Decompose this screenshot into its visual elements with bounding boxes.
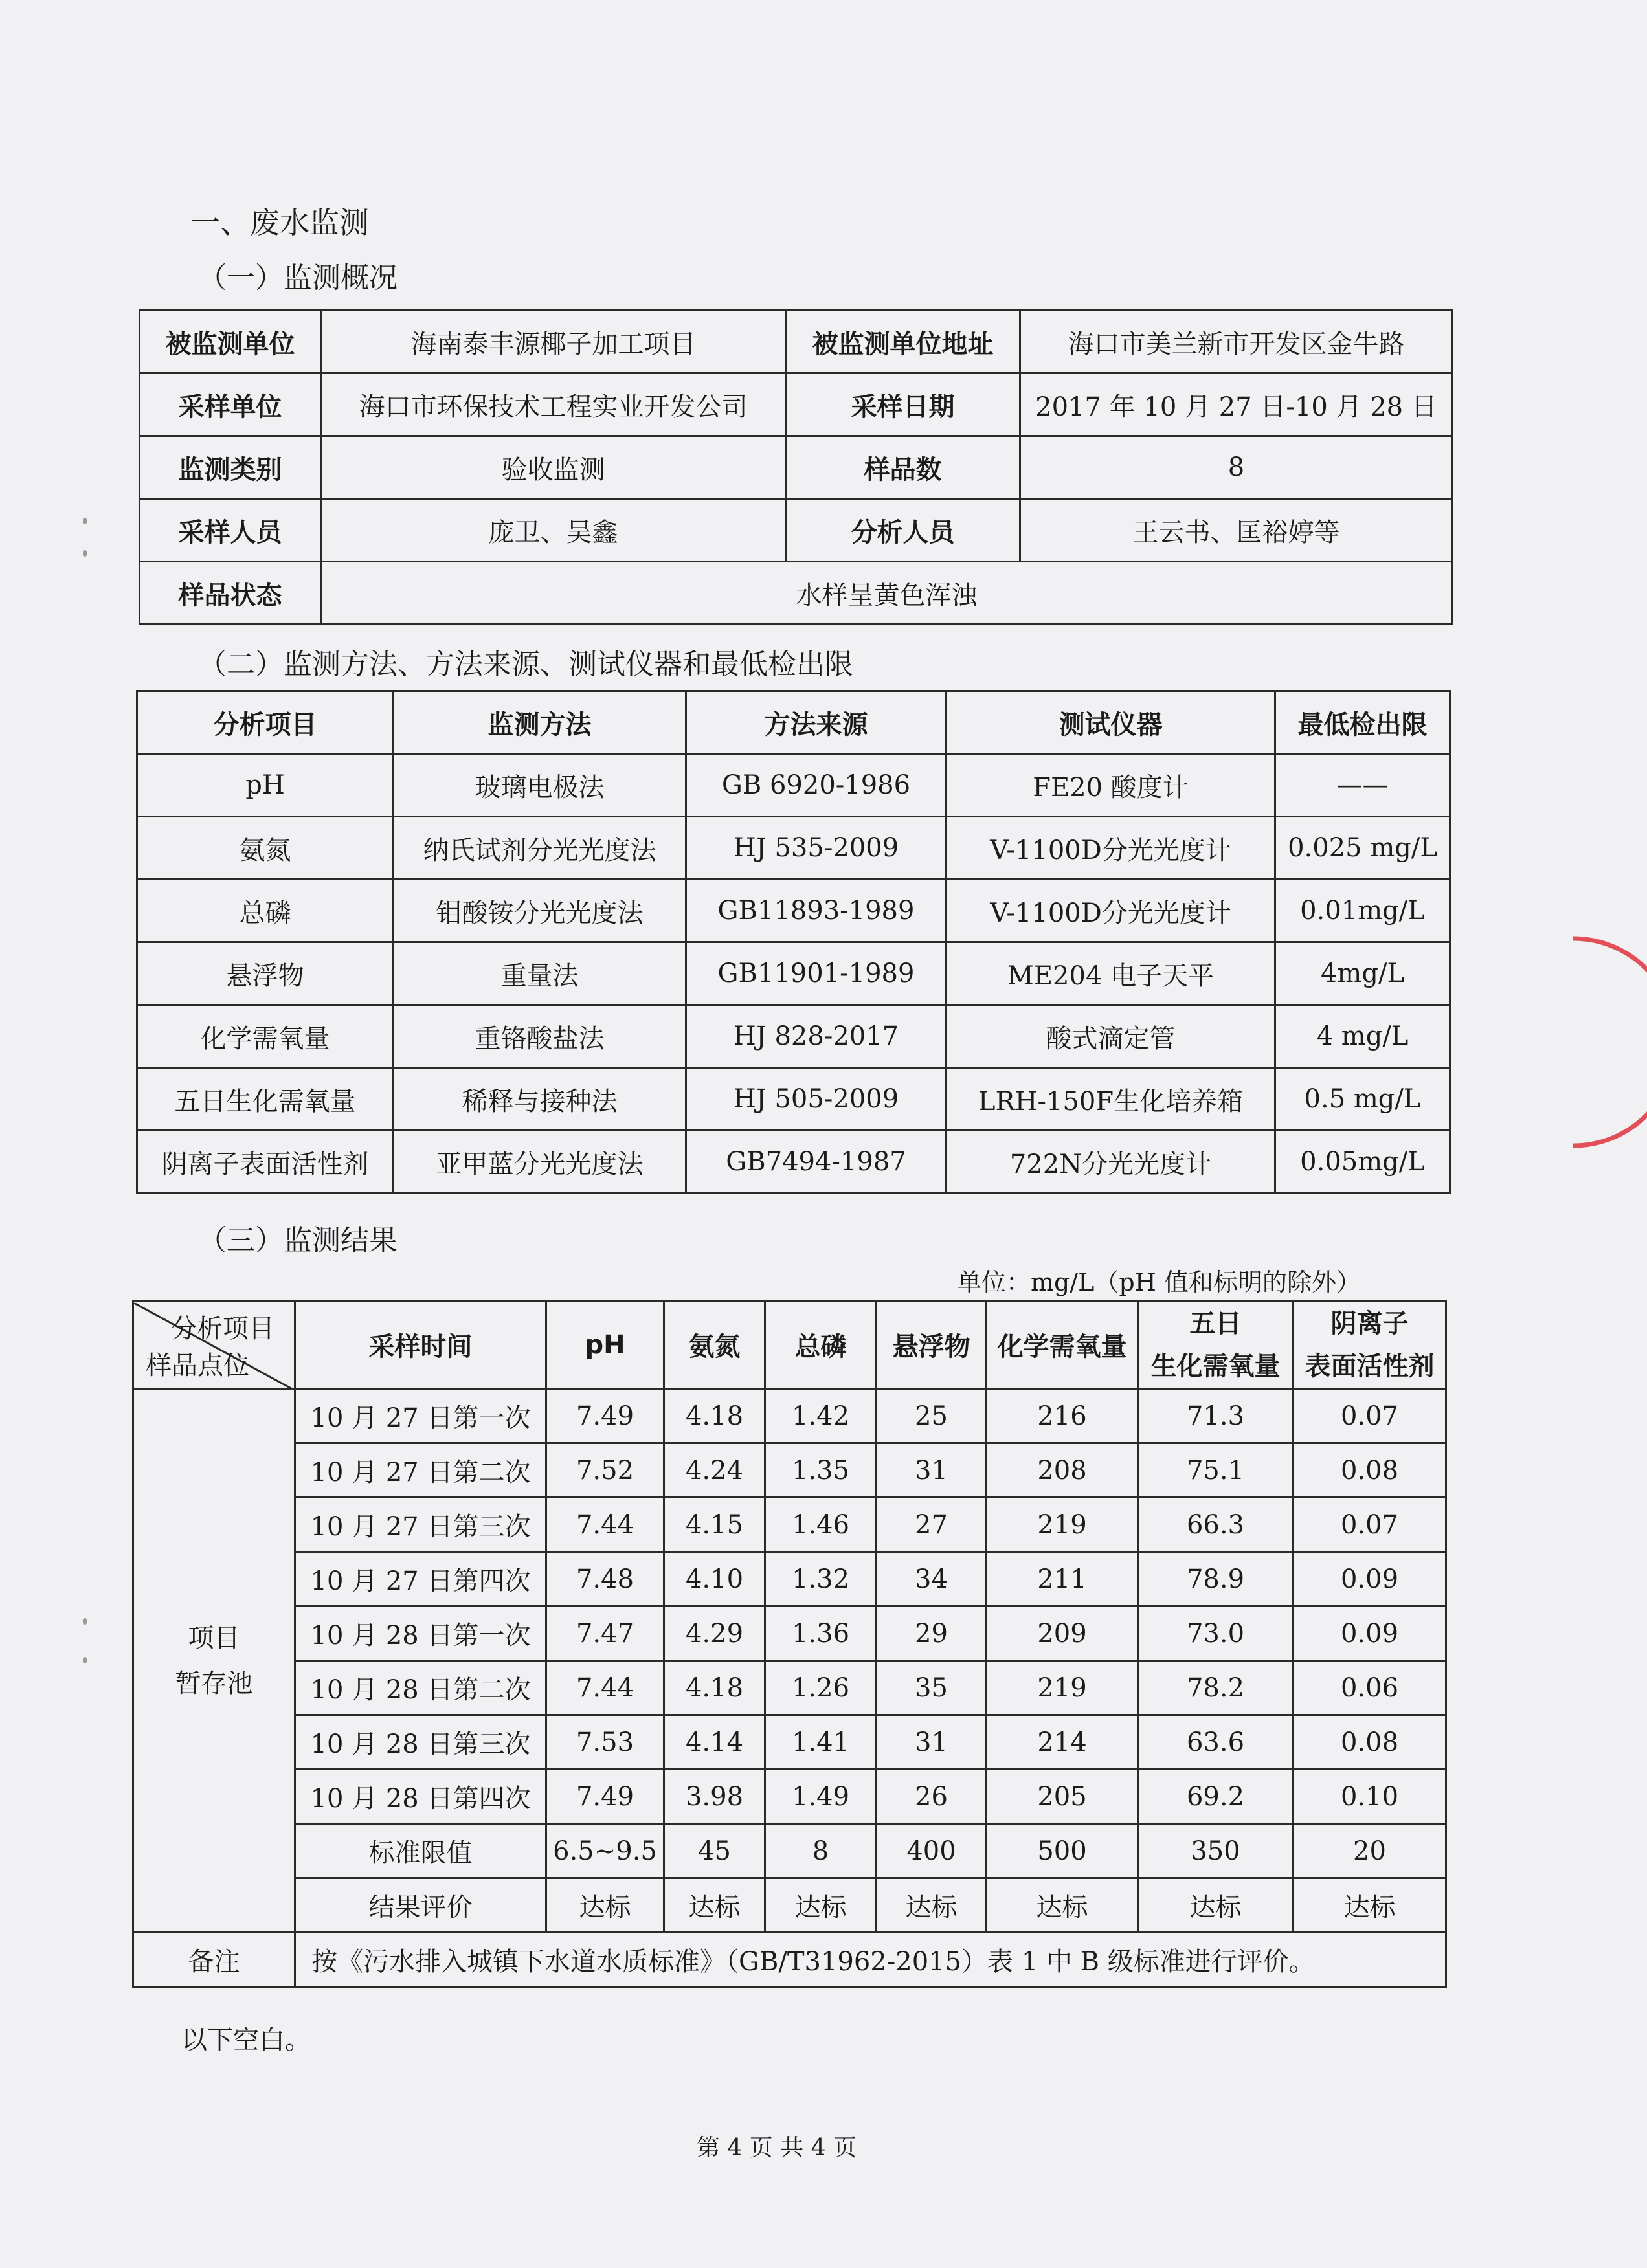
header-line: 表面活性剂 xyxy=(1305,1351,1435,1381)
result-cell: 78.9 xyxy=(1138,1552,1294,1606)
method-cell: 总磷 xyxy=(137,880,394,942)
table-row xyxy=(133,1443,1446,1498)
method-cell: 化学需氧量 xyxy=(137,1005,394,1068)
overview-label: 被监测单位 xyxy=(140,311,321,373)
result-cell: 1.42 xyxy=(765,1389,877,1443)
method-cell: 悬浮物 xyxy=(137,942,394,1005)
result-header: 氨氮 xyxy=(664,1301,765,1389)
method-cell: HJ 535-2009 xyxy=(686,817,947,880)
result-cell: 214 xyxy=(987,1715,1138,1770)
method-cell: 酸式滴定管 xyxy=(947,1005,1275,1068)
method-header: 最低检出限 xyxy=(1275,691,1450,754)
result-cell: 7.47 xyxy=(546,1606,664,1661)
result-cell: 10 月 27 日第四次 xyxy=(295,1552,546,1606)
result-header xyxy=(1294,1301,1446,1389)
result-cell: 标准限值 xyxy=(295,1824,546,1878)
table-row xyxy=(133,1770,1446,1824)
method-cell: HJ 828-2017 xyxy=(686,1005,947,1068)
result-cell: 29 xyxy=(877,1606,987,1661)
result-cell: 45 xyxy=(664,1824,765,1878)
location-cell xyxy=(133,1389,295,1933)
result-cell: 219 xyxy=(987,1661,1138,1715)
method-cell: 五日生化需氧量 xyxy=(137,1068,394,1131)
result-cell: 27 xyxy=(877,1498,987,1552)
overview-value: 庞卫、吴鑫 xyxy=(321,499,786,562)
method-cell: 玻璃电极法 xyxy=(394,754,686,817)
results-table xyxy=(132,1300,1447,1988)
result-cell: 75.1 xyxy=(1138,1443,1294,1498)
result-header: pH xyxy=(546,1301,664,1389)
method-header: 测试仪器 xyxy=(947,691,1275,754)
table-row xyxy=(133,1389,1446,1443)
table-row xyxy=(133,1552,1446,1606)
table-row xyxy=(133,1498,1446,1552)
method-header: 方法来源 xyxy=(686,691,947,754)
result-header xyxy=(1138,1301,1294,1389)
method-cell: 0.05mg/L xyxy=(1275,1131,1450,1194)
overview-value: 海口市环保技术工程实业开发公司 xyxy=(321,373,786,436)
header-line: 五日 xyxy=(1189,1308,1242,1339)
result-cell: 3.98 xyxy=(664,1770,765,1824)
overview-label: 监测类别 xyxy=(140,436,321,499)
result-cell: 7.44 xyxy=(546,1661,664,1715)
method-cell: ME204 电子天平 xyxy=(947,942,1275,1005)
result-cell: 219 xyxy=(987,1498,1138,1552)
result-cell: 10 月 28 日第四次 xyxy=(295,1770,546,1824)
table-row xyxy=(133,1824,1446,1878)
result-cell: 10 月 28 日第三次 xyxy=(295,1715,546,1770)
result-cell: 0.07 xyxy=(1294,1389,1446,1443)
method-cell: 0.025 mg/L xyxy=(1275,817,1450,880)
result-cell: 0.09 xyxy=(1294,1552,1446,1606)
table-row xyxy=(137,880,1450,942)
remark-text: 按《污水排入城镇下水道水质标准》（GB/T31962-2015）表 1 中 B 级标准进行评价。 xyxy=(295,1933,1446,1987)
section-heading: 一、废水监测 xyxy=(190,205,369,240)
method-cell: 氨氮 xyxy=(137,817,394,880)
result-cell: 26 xyxy=(877,1770,987,1824)
method-cell: 阴离子表面活性剂 xyxy=(137,1131,394,1194)
overview-table xyxy=(139,309,1453,625)
method-cell: 4 mg/L xyxy=(1275,1005,1450,1068)
method-cell: 重量法 xyxy=(394,942,686,1005)
result-cell: 1.49 xyxy=(765,1770,877,1824)
result-cell: 7.48 xyxy=(546,1552,664,1606)
location-line: 项目 xyxy=(188,1623,240,1653)
overview-value: 2017 年 10 月 27 日-10 月 28 日 xyxy=(1020,373,1453,436)
result-cell: 4.14 xyxy=(664,1715,765,1770)
result-cell: 66.3 xyxy=(1138,1498,1294,1552)
result-cell: 1.35 xyxy=(765,1443,877,1498)
result-cell: 4.10 xyxy=(664,1552,765,1606)
overview-value: 海南泰丰源椰子加工项目 xyxy=(321,311,786,373)
unit-note: 单位：mg/L（pH 值和标明的除外） xyxy=(957,1268,1361,1296)
result-cell: 10 月 28 日第二次 xyxy=(295,1661,546,1715)
table-row xyxy=(133,1715,1446,1770)
table-row xyxy=(137,1131,1450,1194)
result-cell: 7.44 xyxy=(546,1498,664,1552)
result-cell: 4.18 xyxy=(664,1661,765,1715)
result-header: 悬浮物 xyxy=(877,1301,987,1389)
result-cell: 7.49 xyxy=(546,1770,664,1824)
result-cell: 4.18 xyxy=(664,1389,765,1443)
method-cell: V-1100D分光光度计 xyxy=(947,880,1275,942)
result-cell: 7.49 xyxy=(546,1389,664,1443)
overview-value: 验收监测 xyxy=(321,436,786,499)
result-cell: 10 月 28 日第一次 xyxy=(295,1606,546,1661)
method-cell: 0.5 mg/L xyxy=(1275,1068,1450,1131)
result-cell: 7.53 xyxy=(546,1715,664,1770)
scan-speck xyxy=(83,550,87,557)
result-cell: 71.3 xyxy=(1138,1389,1294,1443)
method-header: 监测方法 xyxy=(394,691,686,754)
method-header: 分析项目 xyxy=(137,691,394,754)
diagonal-header xyxy=(133,1301,295,1389)
result-cell: 达标 xyxy=(1294,1878,1446,1933)
overview-label: 分析人员 xyxy=(786,499,1020,562)
header-line: 生化需氧量 xyxy=(1150,1351,1281,1381)
method-cell: 亚甲蓝分光光度法 xyxy=(394,1131,686,1194)
result-cell: 10 月 27 日第三次 xyxy=(295,1498,546,1552)
result-cell: 10 月 27 日第一次 xyxy=(295,1389,546,1443)
table-row xyxy=(137,942,1450,1005)
result-cell: 达标 xyxy=(1138,1878,1294,1933)
method-cell: 钼酸铵分光光度法 xyxy=(394,880,686,942)
result-header: 采样时间 xyxy=(295,1301,546,1389)
overview-value: 8 xyxy=(1020,436,1453,499)
method-cell: 722N分光光度计 xyxy=(947,1131,1275,1194)
scan-speck xyxy=(83,1657,87,1663)
remark-label: 备注 xyxy=(133,1933,295,1987)
method-cell: 0.01mg/L xyxy=(1275,880,1450,942)
result-cell: 4.15 xyxy=(664,1498,765,1552)
result-cell: 达标 xyxy=(987,1878,1138,1933)
result-cell: 1.41 xyxy=(765,1715,877,1770)
result-header: 化学需氧量 xyxy=(987,1301,1138,1389)
result-cell: 4.24 xyxy=(664,1443,765,1498)
result-cell: 0.10 xyxy=(1294,1770,1446,1824)
page-number: 第 4 页 共 4 页 xyxy=(697,2135,857,2161)
overview-label: 样品数 xyxy=(786,436,1020,499)
section1-title: （一）监测概况 xyxy=(198,261,398,295)
result-cell: 0.08 xyxy=(1294,1443,1446,1498)
method-cell: 重铬酸盐法 xyxy=(394,1005,686,1068)
result-cell: 8 xyxy=(765,1824,877,1878)
result-cell: 211 xyxy=(987,1552,1138,1606)
result-cell: 20 xyxy=(1294,1824,1446,1878)
method-cell: pH xyxy=(137,754,394,817)
method-cell: V-1100D分光光度计 xyxy=(947,817,1275,880)
sample-state-value: 水样呈黄色浑浊 xyxy=(321,562,1453,625)
result-cell: 4.29 xyxy=(664,1606,765,1661)
result-cell: 达标 xyxy=(877,1878,987,1933)
method-cell: —— xyxy=(1275,754,1450,817)
result-cell: 1.32 xyxy=(765,1552,877,1606)
result-cell: 34 xyxy=(877,1552,987,1606)
result-cell: 208 xyxy=(987,1443,1138,1498)
table-row xyxy=(137,754,1450,817)
location-line: 暂存池 xyxy=(175,1668,253,1698)
result-cell: 35 xyxy=(877,1661,987,1715)
method-cell: GB 6920-1986 xyxy=(686,754,947,817)
table-row xyxy=(137,817,1450,880)
overview-label: 被监测单位地址 xyxy=(786,311,1020,373)
overview-value: 王云书、匡裕婷等 xyxy=(1020,499,1453,562)
remark-row xyxy=(133,1933,1446,1987)
table-row xyxy=(133,1661,1446,1715)
method-cell: 4mg/L xyxy=(1275,942,1450,1005)
overview-value: 海口市美兰新市开发区金牛路 xyxy=(1020,311,1453,373)
overview-label: 采样单位 xyxy=(140,373,321,436)
result-cell: 1.26 xyxy=(765,1661,877,1715)
result-cell: 结果评价 xyxy=(295,1878,546,1933)
result-header: 总磷 xyxy=(765,1301,877,1389)
result-cell: 73.0 xyxy=(1138,1606,1294,1661)
diag-bottom-label: 样品点位 xyxy=(146,1350,249,1381)
result-cell: 209 xyxy=(987,1606,1138,1661)
result-cell: 达标 xyxy=(546,1878,664,1933)
result-cell: 0.06 xyxy=(1294,1661,1446,1715)
method-cell: 纳氏试剂分光光度法 xyxy=(394,817,686,880)
method-table xyxy=(136,690,1451,1194)
overview-label: 采样人员 xyxy=(140,499,321,562)
result-cell: 10 月 27 日第二次 xyxy=(295,1443,546,1498)
result-cell: 63.6 xyxy=(1138,1715,1294,1770)
result-cell: 69.2 xyxy=(1138,1770,1294,1824)
result-cell: 350 xyxy=(1138,1824,1294,1878)
header-line: 阴离子 xyxy=(1330,1308,1409,1339)
result-cell: 7.52 xyxy=(546,1443,664,1498)
result-cell: 78.2 xyxy=(1138,1661,1294,1715)
result-cell: 达标 xyxy=(765,1878,877,1933)
table-row xyxy=(133,1878,1446,1933)
table-row xyxy=(133,1606,1446,1661)
result-cell: 达标 xyxy=(664,1878,765,1933)
overview-label: 样品状态 xyxy=(140,562,321,625)
seal-stamp xyxy=(1534,926,1647,1159)
table-row xyxy=(137,1068,1450,1131)
blank-below-note: 以下空白。 xyxy=(181,2025,311,2055)
section2-title: （二）监测方法、方法来源、测试仪器和最低检出限 xyxy=(198,648,853,681)
result-cell: 0.07 xyxy=(1294,1498,1446,1552)
scan-speck xyxy=(83,1618,87,1625)
scan-speck xyxy=(83,518,87,524)
result-cell: 0.09 xyxy=(1294,1606,1446,1661)
method-cell: GB7494-1987 xyxy=(686,1131,947,1194)
result-cell: 0.08 xyxy=(1294,1715,1446,1770)
result-cell: 25 xyxy=(877,1389,987,1443)
result-cell: 31 xyxy=(877,1443,987,1498)
result-cell: 1.46 xyxy=(765,1498,877,1552)
method-cell: FE20 酸度计 xyxy=(947,754,1275,817)
result-cell: 400 xyxy=(877,1824,987,1878)
diag-top-label: 分析项目 xyxy=(171,1313,274,1344)
result-cell: 31 xyxy=(877,1715,987,1770)
result-cell: 6.5~9.5 xyxy=(546,1824,664,1878)
method-cell: HJ 505-2009 xyxy=(686,1068,947,1131)
result-cell: 1.36 xyxy=(765,1606,877,1661)
section3-title: （三）监测结果 xyxy=(198,1224,398,1257)
result-cell: 205 xyxy=(987,1770,1138,1824)
method-cell: GB11893-1989 xyxy=(686,880,947,942)
method-cell: LRH-150F生化培养箱 xyxy=(947,1068,1275,1131)
result-cell: 500 xyxy=(987,1824,1138,1878)
overview-label: 采样日期 xyxy=(786,373,1020,436)
method-cell: 稀释与接种法 xyxy=(394,1068,686,1131)
result-cell: 216 xyxy=(987,1389,1138,1443)
method-cell: GB11901-1989 xyxy=(686,942,947,1005)
table-row xyxy=(137,1005,1450,1068)
